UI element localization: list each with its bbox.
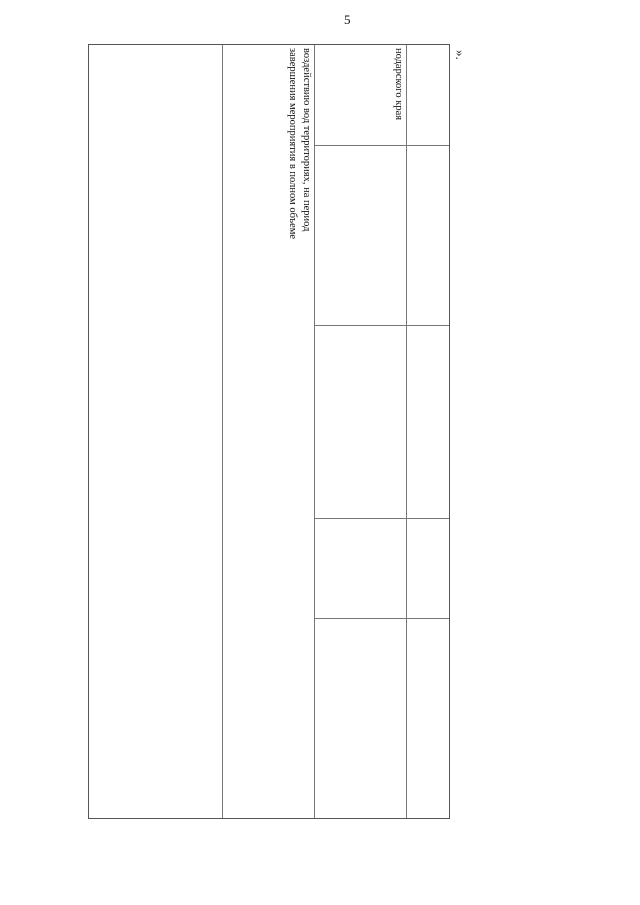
- table-cell: [315, 518, 406, 618]
- closing-quote-mark: ».: [453, 50, 468, 60]
- table-cell: [315, 45, 406, 145]
- indicator-description-cell: [0, 45, 222, 818]
- table-row: [315, 45, 407, 818]
- table-cell: [407, 325, 449, 518]
- table-cell: [407, 618, 449, 818]
- table-row: [223, 45, 315, 818]
- region-name: нодарского края: [393, 48, 404, 121]
- table-row: [0, 45, 223, 818]
- table-cell: [407, 518, 449, 618]
- table-cell: [407, 45, 449, 145]
- table-cell: [315, 325, 406, 518]
- table-cell: [315, 145, 406, 325]
- table-cell: [315, 618, 406, 818]
- page-number: 5: [344, 12, 351, 27]
- table-cell: [407, 145, 449, 325]
- measurement-period-text: воздействию вод территориях, на период завершения мероприятия в полном объеме: [287, 48, 312, 240]
- rotated-table-container: [88, 44, 450, 819]
- table-row: [407, 45, 449, 818]
- indicator-table: [88, 44, 450, 819]
- table-cell: [223, 45, 314, 245]
